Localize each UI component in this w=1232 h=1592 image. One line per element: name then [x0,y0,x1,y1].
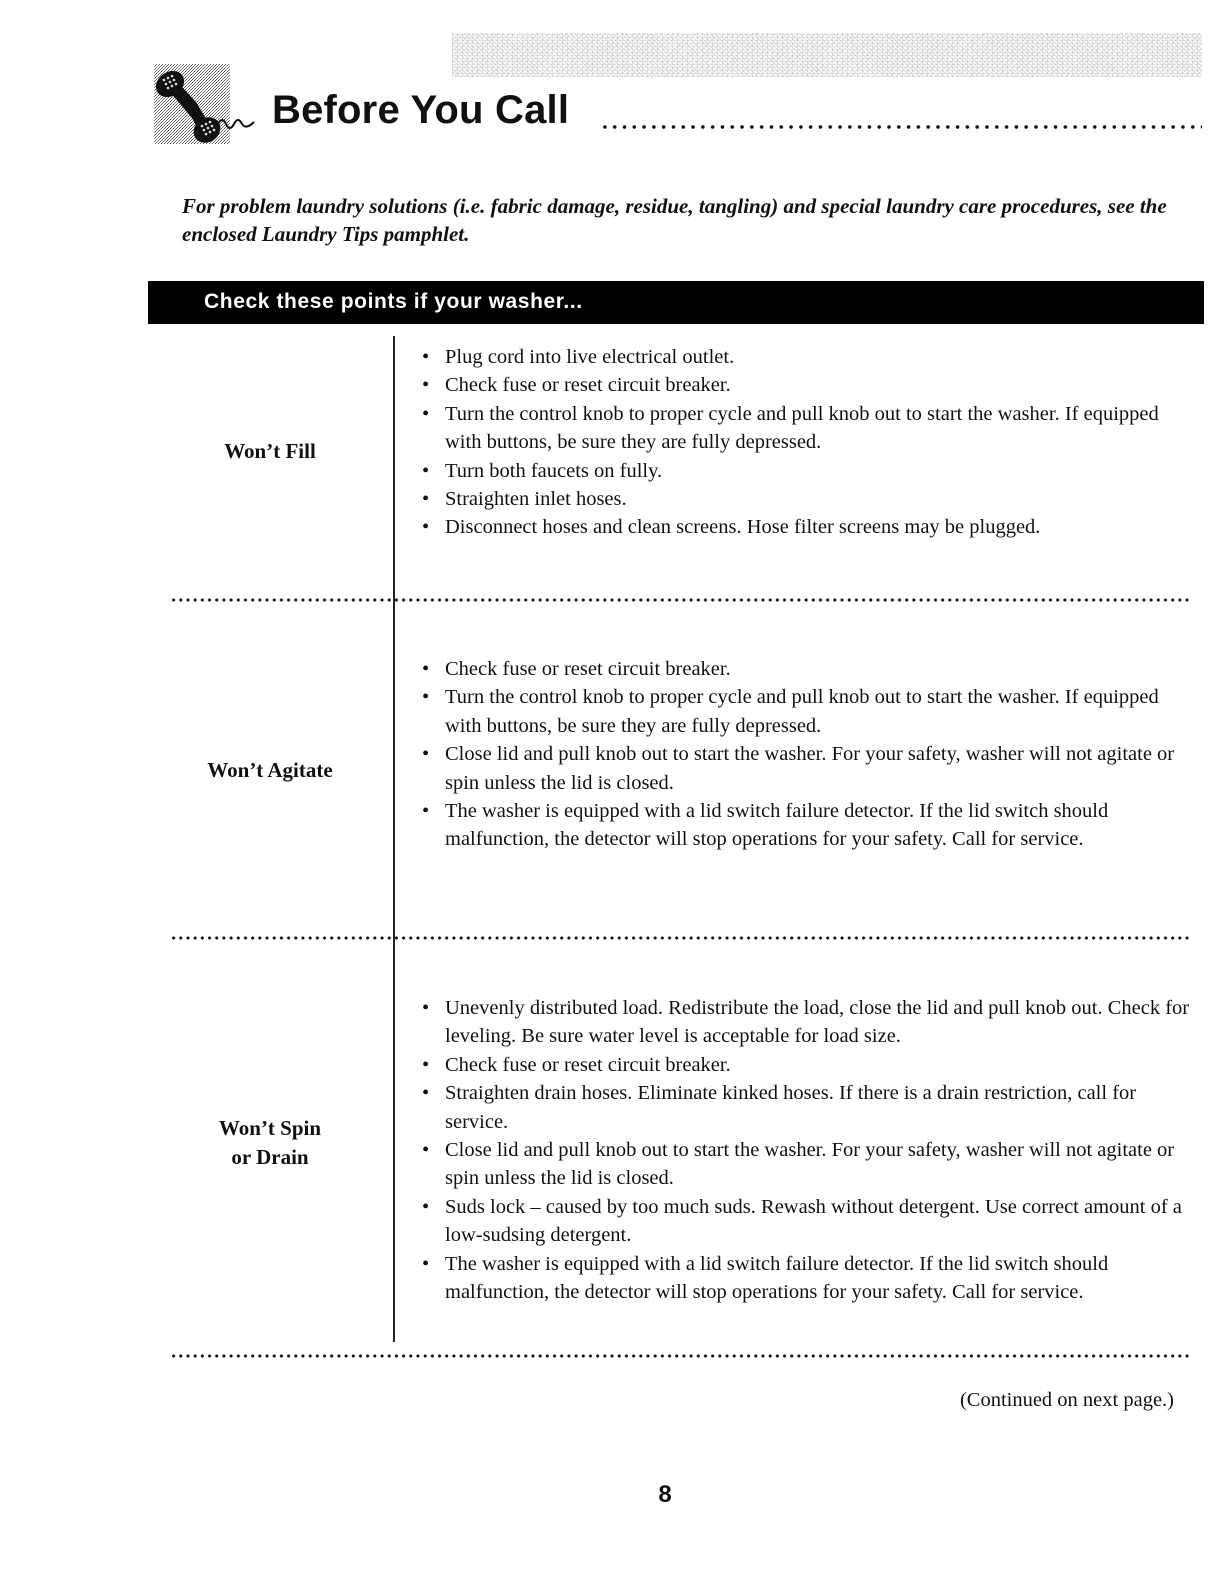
page-title: Before You Call [272,88,570,132]
table-bottom-separator [170,1353,1192,1359]
page-number: 8 [658,1481,672,1508]
solution-list-wont-spin-or-drain [420,994,1190,1306]
telephone-handset-icon [152,62,262,148]
solution-list-wont-agitate [420,655,1190,854]
list-item: • Plug cord into live electrical outlet. [420,343,1190,371]
row-separator [170,597,1192,603]
problem-label-wont-spin-or-drain [150,1114,390,1172]
section-banner [148,281,1204,324]
list-item: • Suds lock – caused by too much suds. Rewash without detergent. Use correct amount of a low-sudsing detergent. [420,1193,1190,1250]
continued-note: (Continued on next page.) [959,1389,1174,1411]
list-item: • Disconnect hoses and clean screens. Hose filter screens may be plugged. [420,513,1190,541]
list-item: • Turn the control knob to proper cycle and pull knob out to start the washer. If equipped with buttons, be sure they are fully depressed. [420,400,1190,457]
title-dotted-leader [600,124,1202,130]
list-item: • The washer is equipped with a lid switch failure detector. If the lid switch should malfunction, the detector will stop operations for your safety. Call for service. [420,797,1190,854]
list-item: • Close lid and pull knob out to start the washer. For your safety, washer will not agitate or spin unless the lid is closed. [420,1136,1190,1193]
list-item: • Turn the control knob to proper cycle and pull knob out to start the washer. If equipped with buttons, be sure they are fully depressed. [420,683,1190,740]
list-item: • Check fuse or reset circuit breaker. [420,1051,1190,1079]
list-item: • Close lid and pull knob out to start the washer. For your safety, washer will not agitate or spin unless the lid is closed. [420,740,1190,797]
list-item: • Unevenly distributed load. Redistribute the load, close the lid and pull knob out. Check for leveling. Be sure water level is acceptable for load size. [420,994,1190,1051]
decorative-halftone-band [452,33,1202,77]
solution-list-wont-fill [420,343,1190,542]
problem-label-wont-agitate: Won’t Agitate [207,758,333,782]
list-item: • Check fuse or reset circuit breaker. [420,371,1190,399]
column-divider [393,336,395,1342]
problem-label-line: or Drain [231,1145,309,1169]
problem-label-wont-fill: Won’t Fill [224,439,316,463]
list-item: • Straighten drain hoses. Eliminate kinked hoses. If there is a drain restriction, call for service. [420,1079,1190,1136]
list-item: • Straighten inlet hoses. [420,485,1190,513]
list-item: • Turn both faucets on fully. [420,457,1190,485]
row-separator [170,935,1192,941]
intro-note: For problem laundry solutions (i.e. fabric damage, residue, tangling) and special laundry care procedures, see the enclosed Laundry Tips pamphlet. [182,194,1167,246]
list-item: • Check fuse or reset circuit breaker. [420,655,1190,683]
problem-label-line: Won’t Spin [218,1116,322,1140]
section-banner-title: Check these points if your washer... [204,290,583,313]
list-item: • The washer is equipped with a lid switch failure detector. If the lid switch should malfunction, the detector will stop operations for your safety. Call for service. [420,1250,1190,1307]
